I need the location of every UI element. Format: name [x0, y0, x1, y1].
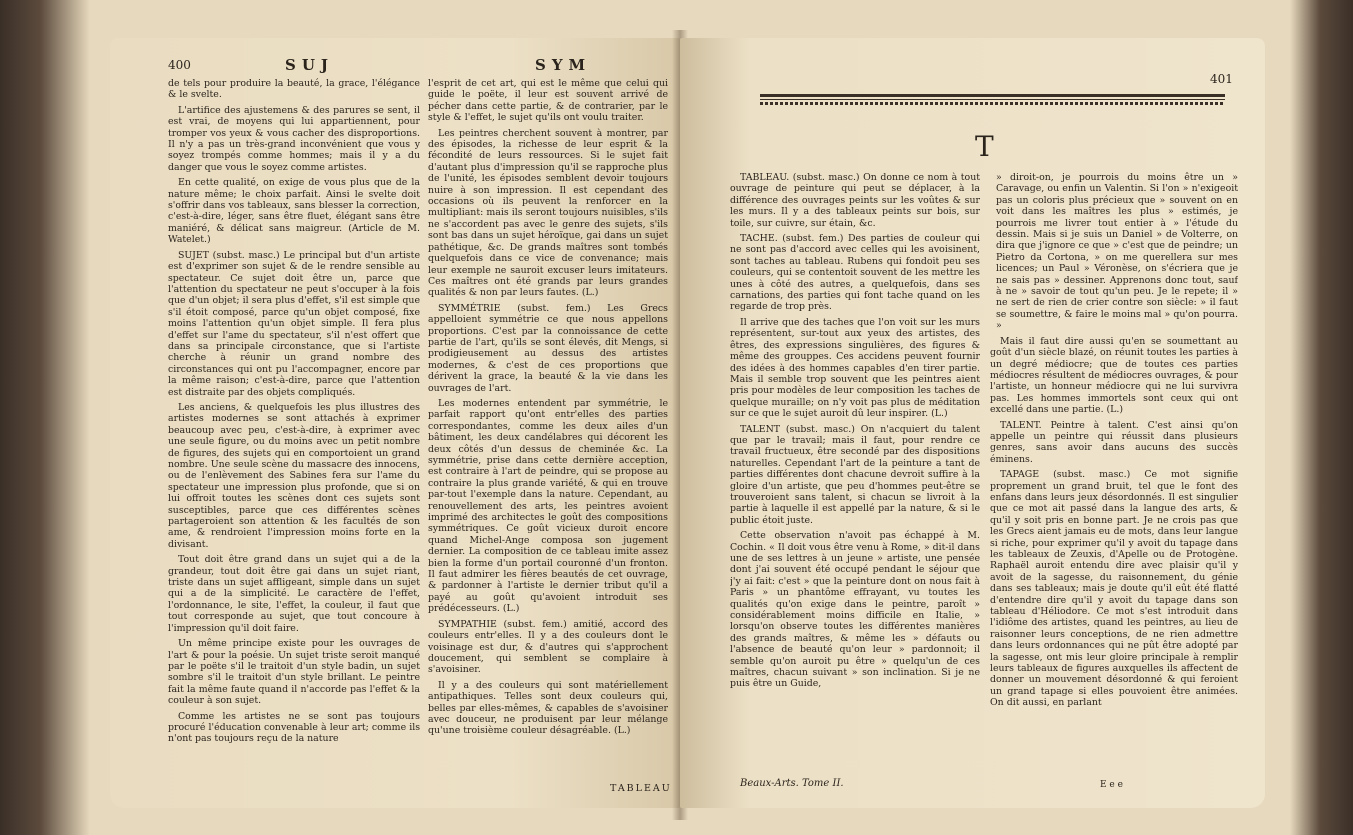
signature-mark: E e e [1100, 780, 1123, 790]
entry-talent-peintre: TALENT. Peintre à talent. C'est ainsi qu'on appelle un peintre qui réussit dans plusieurs genres, sans avoir dans aucuns des succès éminens. [990, 419, 1238, 465]
paragraph: Cette observation n'avoit pas échappé à M. Cochin. « Il doit vous être venu à Rome, » dit-il dans une de ses lettres à un jeune » artiste, une pensée dont j'ai souvent été occupé pendant le séjour que j'y ai fait: c'est » que la peinture dont on nous fait à Paris » un phantôme effrayant, vu toutes les qualités qu'on exige dans le peintre, paroît » considérablement moins difficile en Italie, » lorsqu'on observe toutes les différentes manières des grands maîtres, & même les » défauts ou l'absence de beauté qu'on leur » pardonnoit; il semble qu'on auroit pu être » quelqu'un de ces maîtres, chacun suivant » son inclination. Si je ne puis être un Guide, [730, 530, 980, 690]
paragraph: L'artifice des ajustemens & des parures se sent, il est vrai, de moyens qui lui appartiennent, pour tromper vos yeux & vous cacher des disproportions. Il n'y a pas un très-grand inconvénient que vous y soyez trompés comme hommes; mais il y a du danger que vous le soyez comme artistes. [168, 104, 420, 173]
right-column-2 [990, 172, 1238, 792]
page-number-right: 401 [1210, 72, 1233, 86]
quotation: » diroit-on, je pourrois du moins être un » Caravage, ou enfin un Valentin. Si l'on » n'exigeoit pas un coloris plus précieux que » souvent on en voit dans les maîtres les plus » estimés, je pourrois me livrer tout entier à » l'étude du dessin. Mais si je suis un Daniel » de Volterre, on dira que j'ignore ce que » c'est que de peindre; un Pietro da Cortona, » on me querellera sur mes licences; un Paul » Véronèse, on s'écriera que je ne sais pas » dessiner. Apprenons donc tout, sauf à ne » savoir de tout qu'un peu. Je le repete; il » ne sert de rien de crier contre son siècle: » il faut se soumettre, & faire le moins mal » qu'on pourra. » [996, 172, 1238, 332]
paragraph: Comme les artistes ne se sont pas toujours procuré l'éducation convenable à leur art; comme ils n'ont pas toujours reçu de la nature [168, 710, 420, 745]
page-number-left: 400 [168, 58, 191, 72]
entry-tableau: TABLEAU. (subst. masc.) On donne ce nom à tout ouvrage de peinture qui peut se déplacer, à la différence des ouvrages peints sur les voûtes & sur les murs. Il y a des tableaux peints sur bois, sur toile, sur cuivre, sur étain, &c. [730, 172, 980, 229]
paragraph: Tout doit être grand dans un sujet qui a de la grandeur, tout doit être gai dans un sujet riant, triste dans un sujet affligeant, simple dans un sujet qui a de la simplicité. Le caractère de l'effet, l'ordonnance, le site, l'effet, la couleur, il faut que tout corresponde au sujet, que tout concoure à l'impression qu'il doit faire. [168, 554, 420, 634]
entry-tache: TACHE. (subst. fem.) Des parties de couleur qui ne sont pas d'accord avec celles qui les avoisinent, sont taches au tableau. Rubens qui fondoit peu ses couleurs, qui se contentoit souvent de les mettre les unes à côté des autres, a quelquefois, dans ses carnations, des parties qui font tache quand on les regarde de trop près. [730, 233, 980, 313]
paragraph: de tels pour produire la beauté, la grace, l'élégance & le svelte. [168, 78, 420, 101]
right-column-1 [730, 172, 980, 772]
left-column-1 [168, 78, 420, 790]
entry-talent: TALENT (subst. masc.) On n'acquiert du talent que par le travail; mais il faut, pour rendre ce travail fructueux, être secondé par des dispositions naturelles. Cependant l'art de la peinture a tant de parties différentes dont chacune devroit suffire à la gloire d'un artiste, que peu d'hommes peut-être se trouveroient sans talent, si chacun se livroit à la partie à laquelle il est appellé par la nature, & si le public étoit juste. [730, 423, 980, 526]
paragraph: Un même principe existe pour les ouvrages de l'art & pour la poésie. Un sujet triste seroit manqué par le poëte s'il le traitoit d'un style badin, un sujet sombre s'il le traitoit d'un style brillant. Le peintre fait la même faute quand il n'accorde pas l'effet & la couleur à son sujet. [168, 638, 420, 707]
paragraph: Les peintres cherchent souvent à montrer, par des épisodes, la richesse de leur esprit & la fécondité de leurs ressources. Si le sujet fait d'autant plus d'impression qu'il se rapproche plus de l'unité, les épisodes semblent devoir toujours nuire à son impression. Il est cependant des occasions où ils peuvent la renforcer en la multipliant: mais ils seront toujours nuisibles, s'ils ne s'accordent pas avec le genre des sujets, s'ils sont bas dans un sujet héroïque, gai dans un sujet pathétique, &c. De grands maîtres sont tombés quelquefois dans ce vice de convenance; mais leur exemple ne sauroit excuser leurs imitateurs. Ces maîtres ont été grands par leurs grandes qualités & non par leurs fautes. (L.) [428, 127, 668, 299]
paragraph: Il arrive que des taches que l'on voit sur les murs représentent, sur-tout aux yeux des artistes, des êtres, des expressions singulières, des figures & même des grouppes. Ces accidens peuvent fournir des idées à des hommes capables d'en tirer partie. Mais il semble trop souvent que les peintres aient pris pour modèles de leur composition les taches de quelque muraille; on n'y voit pas plus de méditation sur ce que le sujet auroit dû leur inspirer. (L.) [730, 316, 980, 420]
volume-footer: Beaux-Arts. Tome II. [740, 778, 844, 789]
section-letter: T [975, 130, 994, 163]
entry-symmetrie: SYMMÉTRIE (subst. fem.) Les Grecs appelloient symmétrie ce que nous appellons proportions. C'est par la connoissance de cette partie de l'art, qu'ils se sont élevés, dit Mengs, si prodigieusement au dessus des artistes modernes, & c'est de ces proportions que dérivent la grace, la beauté & la vie dans les ouvrages de l'art. [428, 302, 668, 394]
paragraph: l'esprit de cet art, qui est le même que celui qui guide le poëte, il leur est souvent arrivé de pécher dans cette partie, & de contrarier, par le style & l'effet, le sujet qu'ils ont voulu traiter. [428, 78, 668, 124]
left-column-2 [428, 78, 668, 778]
header-rule [760, 94, 1225, 97]
running-head-left: SUJ [285, 56, 335, 74]
entry-tapage: TAPAGE (subst. masc.) Ce mot signifie proprement un grand bruit, tel que le font des enfans dans leurs jeux désordonnés. Il est singulier que ce mot ait passé dans la langue des arts, & qu'il y soit pris en bonne part. Je ne crois pas que les Grecs aient jamais eu de mots, dans leur langue si riche, pour exprimer qu'il y avoit du tapage dans les tableaux de Zeuxis, d'Apelle ou de Protogène. Raphaël auroit entendu dire avec plaisir qu'il y avoit de la sagesse, du raisonnement, du génie dans ses tableaux; mais je doute qu'il eût été flatté d'entendre dire qu'il y avoit du tapage dans son tableau d'Héliodore. Ce mot s'est introduit dans l'idiôme des artistes, quand les peintres, au lieu de raisonner leurs conceptions, de ne rien admettre dans leurs ordonnances qui ne pût être adopté par la sagesse, ont mis leur gloire principale à remplir leurs tableaux de figures auxquelles ils affectent de donner un mouvement désordonné & qui feroient un grand tapage si elles pouvoient être animées. On dit aussi, en parlant [990, 469, 1238, 709]
running-head-right: SYM [535, 56, 592, 74]
paragraph: En cette qualité, on exige de vous plus que de la nature même; le choix parfait. Ainsi le svelte doit s'offrir dans vos tableaux, sans blesser la correction, c'est-à-dire, léger, sans être fluet, élégant sans être maniéré, & délicat sans maigreur. (Article de M. Watelet.) [168, 177, 420, 246]
paragraph: Mais il faut dire aussi qu'en se soumettant au goût d'un siècle blazé, on réunit toutes les parties à un degré médiocre; que de toutes ces parties médiocres résultent de médiocres ouvrages, & pour l'artiste, un honneur médiocre qui ne lui survivra pas. Les hommes immortels sont ceux qui ont excellé dans une partie. (L.) [990, 335, 1238, 416]
header-rule-thin [760, 99, 1225, 100]
entry-sujet: SUJET (subst. masc.) Le principal but d'un artiste est d'exprimer son sujet & de le rendre sensible au spectateur. Ce sujet doit être un, parce que l'attention du spectateur ne peut s'occuper à la fois que d'un objet; il sera plus d'effet, s'il est simple que s'il étoit composé, parce qu'un objet composé, fixe moins l'attention qu'un objet simple. Il fera plus d'effet sur l'ame du spectateur, s'il n'est offert que dans sa principale circonstance, que si l'artiste cherche à réunir un grand nombre des circonstances qui ont pu l'accompagner, encore par la même raison; c'est-à-dire, parce que l'attention est distraite par des objets compliqués. [168, 249, 420, 398]
paragraph: Il y a des couleurs qui sont matériellement antipathiques. Telles sont deux couleurs qui, belles par elles-mêmes, & capables de s'avoisiner avec douceur, ne produisent par leur mélange qu'une troisième couleur désagréable. (L.) [428, 679, 668, 737]
paragraph: Les modernes entendent par symmétrie, le parfait rapport qu'ont entr'elles des parties correspondantes, comme les deux ailes d'un bâtiment, les deux candélabres qui décorent les deux côtés d'un dessus de cheminée &c. La symmétrie, prise dans cette dernière acception, est contraire à l'art de peindre, qui se propose au contraire la plus grande variété, & qui en trouve par-tout l'exemple dans la nature. Cependant, au renouvellement des arts, les peintres avoient imprimé des architectes le goût des compositions symmétriques. Ce goût vicieux duroit encore quand Michel-Ange composa son jugement dernier. La composition de ce tableau imite assez bien la forme d'un portail couronné d'un fronton. Il faut admirer les fières beautés de cet ouvrage, & pardonner à l'artiste le dernier tribut qu'il a payé au goût qu'avoient introduit ses prédécesseurs. (L.) [428, 397, 668, 615]
right-page [680, 38, 1265, 808]
paragraph: Les anciens, & quelquefois les plus illustres des artistes modernes se sont attachés à exprimer beaucoup avec peu, c'est-à-dire, à exprimer avec une seule figure, ou du moins avec un petit nombre de figures, des sujets qui en comportoient un grand nombre. Une seule scène du massacre des innocens, ou de l'enlèvement des Sabines fera sur l'ame du spectateur une impression plus profonde, que si on lui offroit toutes les scènes dont ces sujets sont susceptibles, parce que ces différentes scènes partageroient son attention & les facultés de son ame, & rendroient l'impression moins forte en la divisant. [168, 401, 420, 550]
left-page [110, 38, 680, 808]
header-rule-ornament [760, 102, 1225, 105]
entry-sympathie: SYMPATHIE (subst. fem.) amitié, accord des couleurs entr'elles. Il y a des couleurs dont le voisinage est dur, & d'autres qui s'approchent doucement, qui semblent se complaire à s'avoisiner. [428, 618, 668, 676]
catchword: TABLEAU [610, 783, 672, 794]
